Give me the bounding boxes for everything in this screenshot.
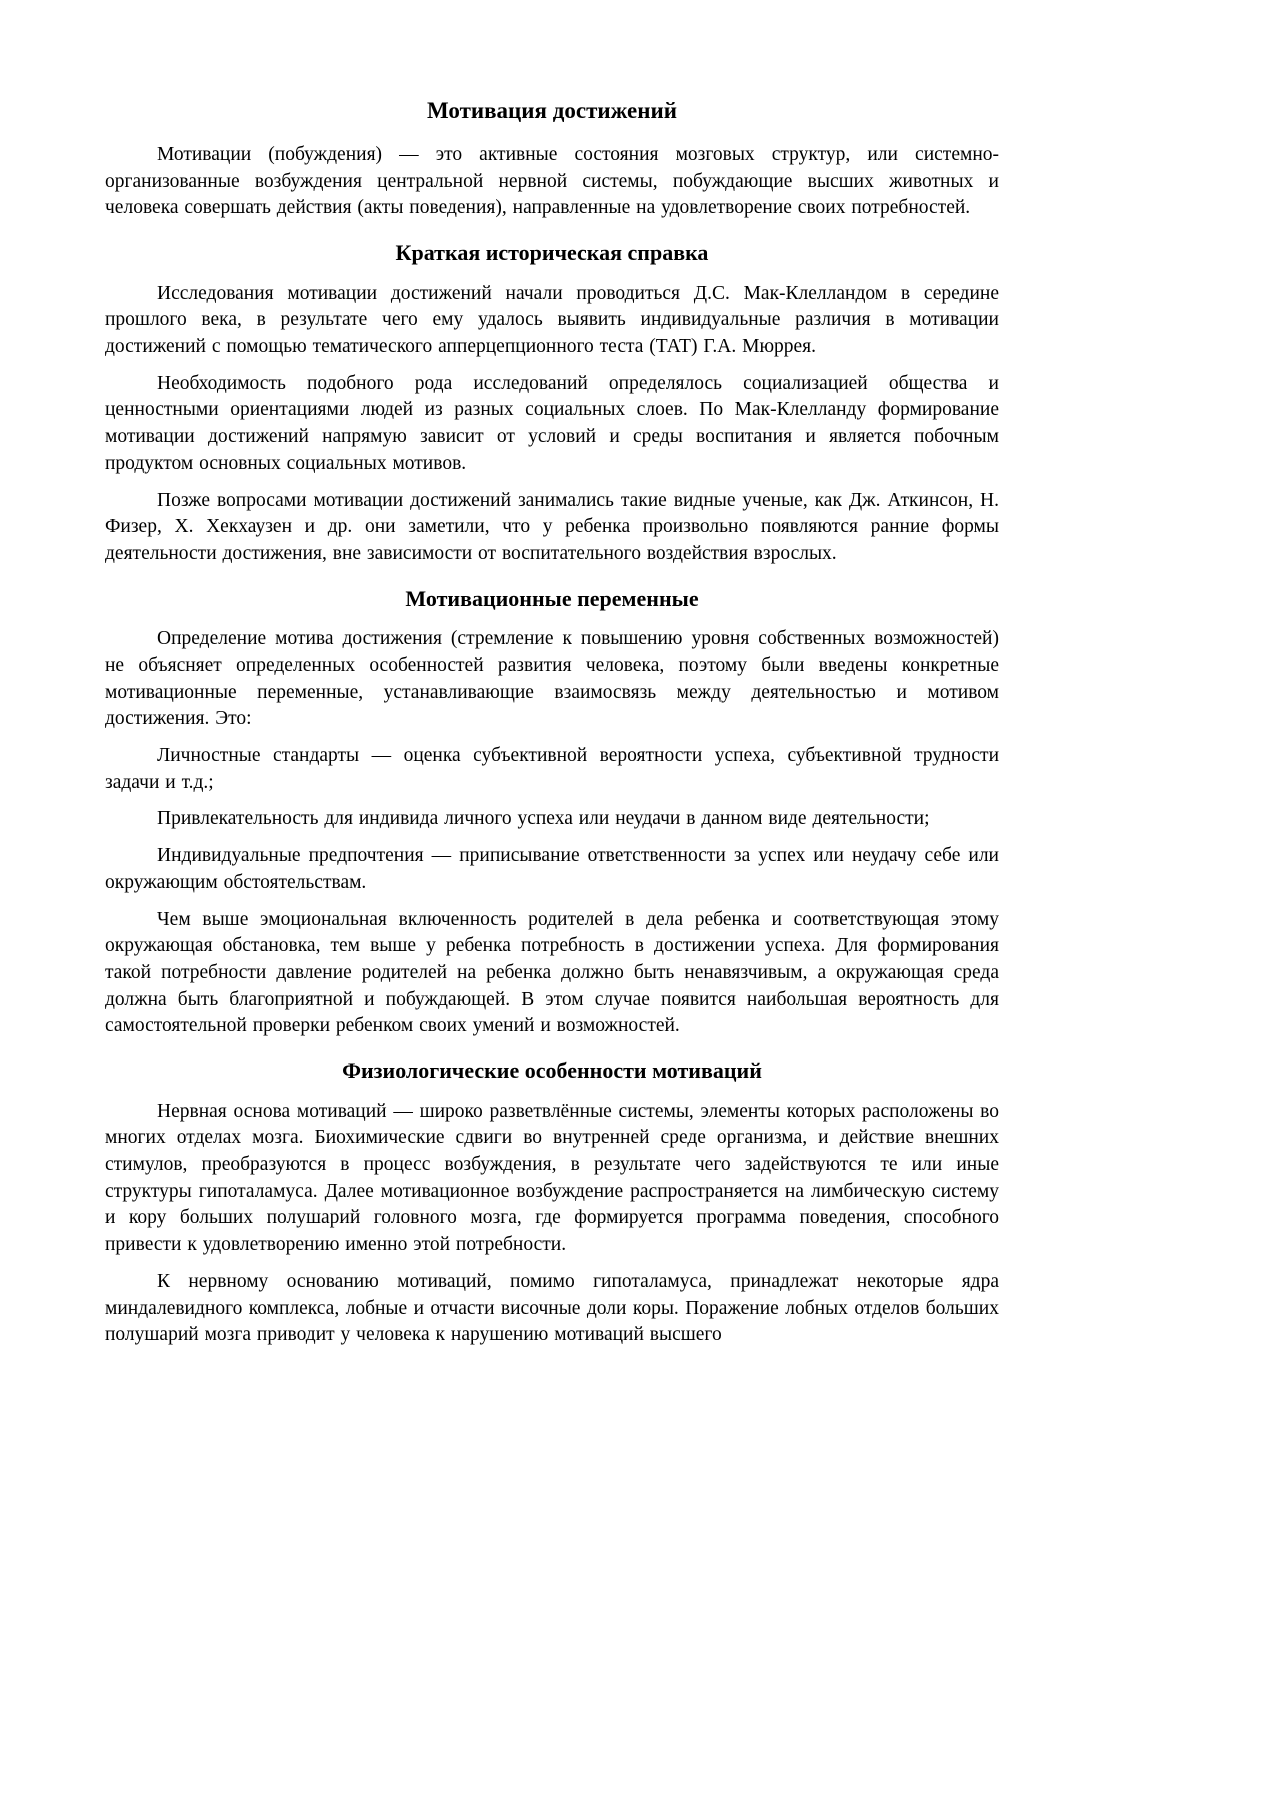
paragraph: Исследования мотивации достижений начали проводиться Д.С. Мак-Клелландом в середине прошлого века, в результате чего ему удалось выявить индивидуальные различия в мотивации достижений с помощью тематического апперцепционного теста (ТАТ) Г.А. Мюррея. xyxy=(105,282,999,357)
paragraph: Индивидуальные предпочтения — приписывание ответственности за успех или неудачу себе или окружающим обстоятельствам. xyxy=(105,845,999,893)
paragraph: Нервная основа мотиваций — широко разветвлённые системы, элементы которых расположены во многих отделах мозга. Биохимические сдвиги во внутренней среде организма, и действие внешних стимулов, преобразуются в процесс возбуждения, в результате чего задействуются те или иные структуры гипоталамуса. Далее мотивационное возбуждение распространяется на лимбическую систему и кору больших полушарий головного мозга, где формируется программа поведения, способного привести к удовлетворению именно этой потребности. xyxy=(105,1100,999,1256)
paragraph: Определение мотива достижения (стремление к повышению уровня собственных возможностей) не объясняет определенных особенностей развития человека, поэтому были введены конкретные мотивационные переменные, устанавливающие взаимосвязь между деятельностью и мотивом достижения. Это: xyxy=(105,628,999,730)
document-title: Мотивация достижений xyxy=(426,98,677,123)
paragraph: Привлекательность для индивида личного успеха или неудачи в данном виде деятельности; xyxy=(157,808,930,830)
paragraph: Необходимость подобного рода исследований определялось социализацией общества и ценностными ориентациями людей из разных социальных слоев. По Мак-Клелланду формирование мотивации достижений напрямую зависит от условий и среды воспитания и является побочным продуктом основных социальных мотивов. xyxy=(105,372,999,474)
paragraph: Личностные стандарты — оценка субъективной вероятности успеха, субъективной трудности задачи и т.д.; xyxy=(105,745,999,793)
paragraph: К нервному основанию мотиваций, помимо гипоталамуса, принадлежат некоторые ядра миндалевидного комплекса, лобные и отчасти височные доли коры. Поражение лобных отделов больших полушарий мозга приводит у человека к нарушению мотиваций высшего xyxy=(105,1270,999,1346)
paragraph: Позже вопросами мотивации достижений занимались такие видные ученые, как Дж. Аткинсон, Н. Физер, Х. Хекхаузен и др. они заметили, что у ребенка произвольно появляются ранние формы деятельности достижения, вне зависимости от воспитательного воздействия взрослых. xyxy=(105,489,999,564)
paragraph-intro: Мотивации (побуждения) — это активные состояния мозговых структур, или системно-организованные возбуждения центральной нервной системы, побуждающие высших животных и человека совершать действия (акты поведения), направленные на удовлетворение своих потребностей. xyxy=(105,143,999,219)
section-heading-physiology: Физиологические особенности мотиваций xyxy=(342,1058,762,1084)
section-heading-history: Краткая историческая справка xyxy=(395,240,709,265)
paragraph: Чем выше эмоциональная включенность родителей в дела ребенка и соответствующая этому окружающая обстановка, тем выше у ребенка потребность в достижении успеха. Для формирования такой потребности давление родителей на ребенка должно быть ненавязчивым, а окружающая среда должна быть благоприятной и побуждающей. В этом случае появится наибольшая вероятность для самостоятельной проверки ребенком своих умений и возможностей. xyxy=(105,908,999,1037)
section-heading-variables: Мотивационные переменные xyxy=(405,585,699,611)
